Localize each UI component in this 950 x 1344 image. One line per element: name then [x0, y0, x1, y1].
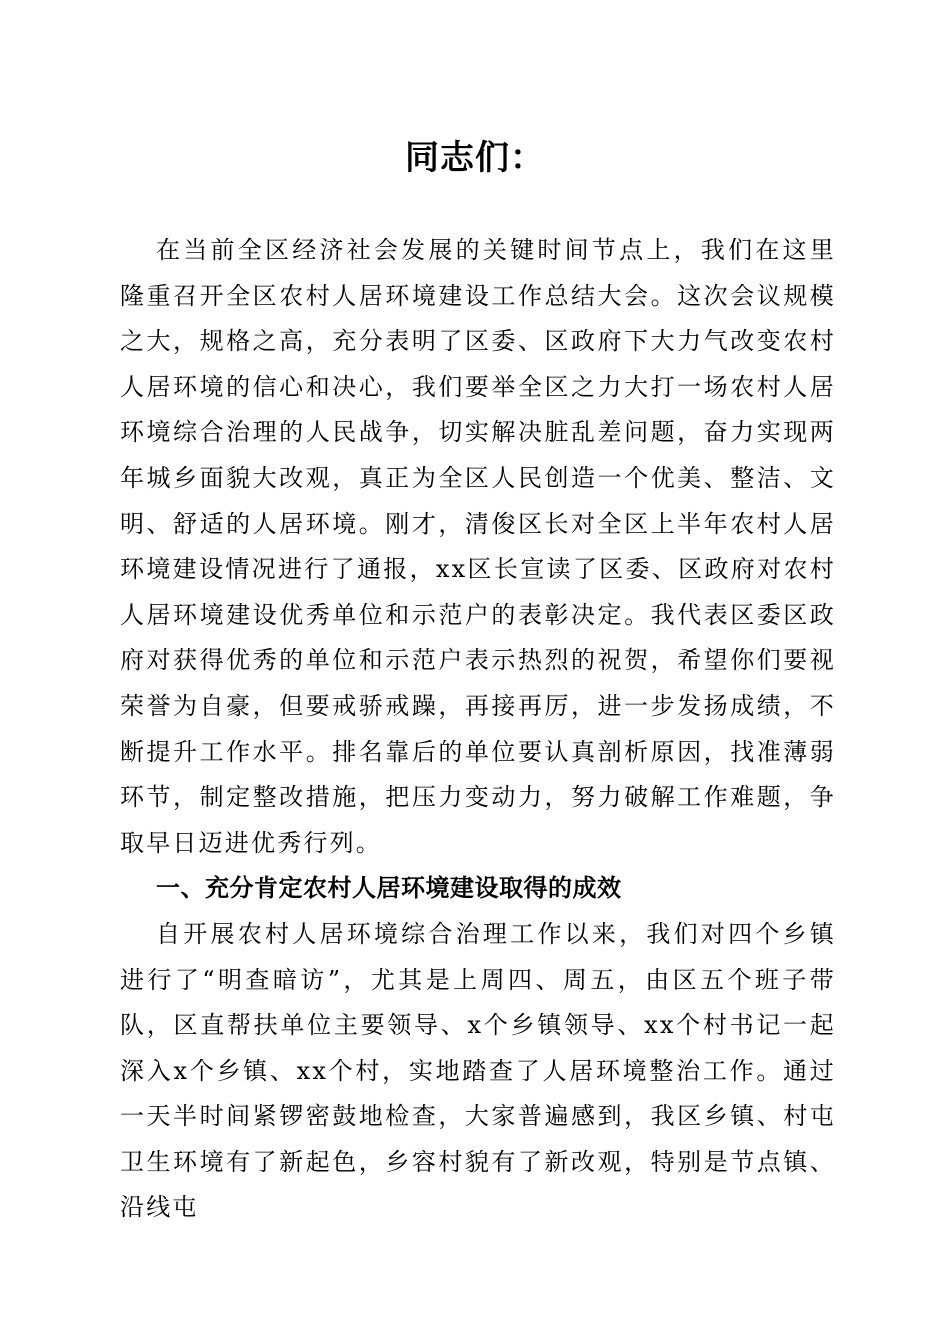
document-body	[120, 228, 836, 1231]
intro-paragraph: 在当前全区经济社会发展的关键时间节点上，我们在这里隆重召开全区农村人居环境建设工作总结大会。这次会议规模之大，规格之高，充分表明了区委、区政府下大力气改变农村人居环境的信心和决心，我们要举全区之力大打一场农村人居环境综合治理的人民战争，切实解决脏乱差问题，奋力实现两年城乡面貌大改观，真正为全区人民创造一个优美、整洁、文明、舒适的人居环境。刚才，清俊区长对全区上半年农村人居环境建设情况进行了通报，xx区长宣读了区委、区政府对农村人居环境建设优秀单位和示范户的表彰决定。我代表区委区政府对获得优秀的单位和示范户表示热烈的祝贺，希望你们要视荣誉为自豪，但要戒骄戒躁，再接再厉，进一步发扬成绩，不断提升工作水平。排名靠后的单位要认真剖析原因，找准薄弱环节，制定整改措施，把压力变动力，努力破解工作难题，争取早日迈进优秀行列。	[120, 236, 836, 857]
section-heading: 一、充分肯定农村人居环境建设取得的成效	[156, 874, 622, 903]
page-title: 同志们：	[405, 138, 545, 178]
section-paragraph: 自开展农村人居环境综合治理工作以来，我们对四个乡镇进行了“明查暗访”，尤其是上周四、周五，由区五个班子带队，区直帮扶单位主要领导、x个乡镇领导、xx个村书记一起深入x个乡镇、xx个村，实地踏查了人居环境整治工作。通过一天半时间紧锣密鼓地检查，大家普遍感到，我区乡镇、村屯卫生环境有了新起色，乡容村貌有了新改观，特别是节点镇、沿线屯	[120, 919, 836, 1222]
